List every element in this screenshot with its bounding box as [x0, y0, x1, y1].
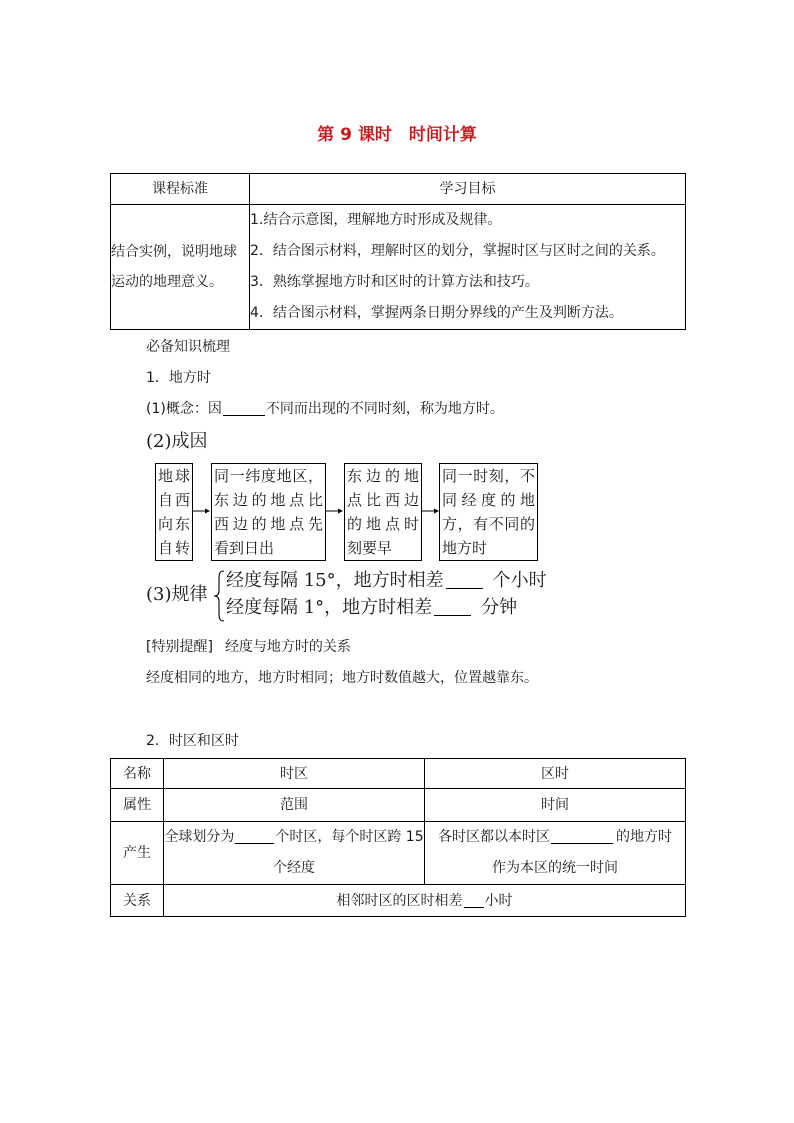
concept-text-before: (1)概念：因	[146, 401, 222, 417]
rule-per-1-degree	[226, 596, 517, 620]
local-time-heading: 1．地方时	[146, 370, 211, 386]
flow-line: 点比西边	[347, 491, 419, 509]
table-row	[111, 789, 686, 822]
table-row	[111, 885, 686, 917]
course-standard-line: 结合实例，说明地球	[111, 244, 237, 260]
standards-body-row	[111, 205, 686, 330]
answer-blank	[223, 402, 265, 416]
zone-time-origin-cell	[425, 822, 686, 885]
relation-after: 小时	[484, 892, 513, 909]
flow-line: 同一纬度地区，	[214, 467, 323, 485]
row-label-attribute: 属性	[111, 789, 164, 822]
flow-line: 地球	[158, 467, 190, 485]
row-label-relation: 关系	[111, 885, 164, 917]
zone-origin-before: 全球划分为	[164, 829, 235, 845]
objective-item: 1.结合示意图，理解地方时形成及规律。	[250, 212, 502, 228]
course-standard-line: 运动的地理意义。	[111, 274, 223, 290]
objective-item: 3．熟练掌握地方时和区时的计算方法和技巧。	[250, 274, 539, 290]
zone-time-attribute-cell: 时间	[425, 789, 686, 822]
answer-blank	[434, 598, 471, 616]
rule-unit: 个小时	[492, 570, 547, 591]
zone-time-origin-after: 的地方时	[616, 829, 672, 845]
relation-before: 相邻时区的区时相差	[336, 892, 463, 909]
flow-arrow-icon	[326, 509, 343, 514]
rule-text: 经度每隔 1°，地方时相差	[226, 597, 433, 618]
flow-line: 东边的地	[347, 467, 419, 485]
answer-blank	[235, 830, 274, 844]
rule-per-15-degrees	[226, 569, 547, 593]
header-course-standard: 课程标准	[111, 174, 250, 205]
course-standards-table	[110, 173, 686, 330]
page-title: 第 9 课时 时间计算	[317, 125, 477, 145]
rule-text: 经度每隔 15°，地方时相差	[226, 570, 444, 591]
table-row	[111, 822, 686, 885]
zone-origin-cell	[164, 822, 425, 885]
flow-line: 自西	[158, 491, 190, 509]
flow-line: 西边的地点先	[214, 515, 323, 533]
zone-attribute-cell: 范围	[164, 789, 425, 822]
flow-arrow-icon	[193, 509, 210, 514]
flow-line: 看到日出	[214, 539, 275, 557]
answer-blank	[551, 830, 613, 844]
section-heading: 必备知识梳理	[146, 339, 230, 355]
flow-line: 同一时刻，不	[442, 467, 535, 485]
objective-item: 4．结合图示材料，掌握两条日期分界线的产生及判断方法。	[250, 305, 623, 321]
standards-header-row	[111, 174, 686, 205]
zone-time-origin-before: 各时区都以本时区	[438, 829, 550, 845]
reminder-text: 经度相同的地方，地方时相同；地方时数值越大，位置越靠东。	[146, 670, 538, 686]
flow-line: 自转	[158, 539, 190, 557]
row-label-origin: 产生	[111, 822, 164, 885]
flow-line: 刻要早	[347, 539, 393, 557]
learning-objectives-cell	[250, 205, 686, 330]
objective-item: 2．结合图示材料，理解时区的划分，掌握时区与区时之间的关系。	[250, 243, 665, 259]
zone-origin-line-1	[164, 822, 424, 853]
relation-cell	[164, 885, 686, 917]
time-zone-heading: 2．时区和区时	[146, 733, 239, 749]
col-header-zone-time: 区时	[425, 759, 686, 789]
header-learning-objectives: 学习目标	[250, 174, 686, 205]
time-zone-table	[110, 758, 686, 917]
flow-box-different-local-time	[439, 463, 538, 561]
table-row	[111, 759, 686, 789]
flow-line: 地方时	[442, 539, 488, 557]
flow-line: 东边的地点比	[214, 491, 323, 509]
flow-line: 的地点时	[347, 515, 419, 533]
special-reminder	[146, 637, 351, 657]
course-standard-cell	[111, 205, 250, 330]
curly-brace-icon	[211, 569, 225, 623]
flow-arrows	[190, 504, 442, 518]
flow-arrow-icon	[422, 509, 439, 514]
zone-time-origin-line-1	[425, 822, 685, 853]
rule-heading: (3)规律	[146, 584, 208, 605]
answer-blank	[446, 571, 483, 589]
reminder-tag: [特别提醒]	[146, 639, 213, 655]
zone-time-origin-line-2: 作为本区的统一时间	[492, 860, 618, 876]
reminder-title: 经度与地方时的关系	[224, 639, 351, 655]
concept-text-after: 不同而出现的不同时刻，称为地方时。	[265, 401, 504, 417]
col-header-time-zone: 时区	[164, 759, 425, 789]
flow-line: 方，有不同的	[442, 515, 535, 533]
flow-line: 向东	[158, 515, 190, 533]
zone-origin-line-2: 个经度	[273, 860, 315, 876]
zone-origin-after: 个时区，每个时区跨 15	[275, 829, 424, 845]
flow-box-earth-rotation	[155, 463, 193, 561]
rule-unit: 分钟	[481, 597, 518, 618]
cause-heading: (2)成因	[146, 431, 208, 452]
row-label-name: 名称	[111, 759, 164, 789]
answer-blank	[464, 894, 484, 908]
local-time-concept	[146, 399, 504, 419]
flow-line: 同经度的地	[442, 491, 535, 509]
